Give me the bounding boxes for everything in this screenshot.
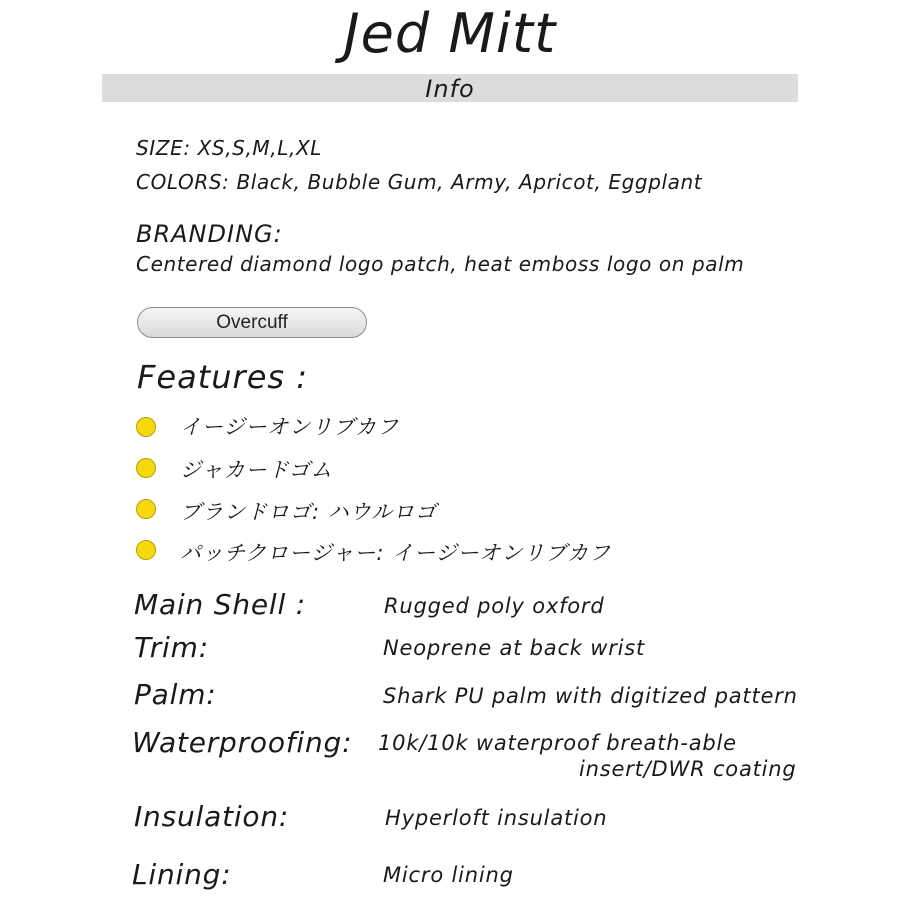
- waterproofing-label: Waterproofing:: [132, 726, 353, 759]
- waterproofing-value-line2: insert/DWR coating: [579, 757, 797, 781]
- features-heading: Features :: [137, 358, 308, 396]
- feature-item: イージーオンリブカフ: [180, 415, 399, 439]
- trim-value: Neoprene at back wrist: [383, 636, 646, 660]
- colors-spec: COLORS: Black, Bubble Gum, Army, Apricot, Eggplant: [136, 170, 703, 194]
- bullet-icon: [136, 499, 156, 519]
- bullet-icon: [136, 458, 156, 478]
- branding-heading: BRANDING:: [136, 220, 283, 248]
- feature-item: パッチクロージャー: イージーオンリブカフ: [180, 541, 612, 565]
- feature-item: ブランドロゴ: ハウルロゴ: [180, 500, 438, 524]
- main-shell-label: Main Shell :: [134, 588, 306, 621]
- main-shell-value: Rugged poly oxford: [384, 594, 605, 618]
- insulation-label: Insulation:: [134, 800, 290, 833]
- bullet-icon: [136, 417, 156, 437]
- insulation-value: Hyperloft insulation: [385, 806, 608, 830]
- trim-label: Trim:: [134, 631, 209, 664]
- palm-value: Shark PU palm with digitized pattern: [383, 684, 798, 708]
- lining-label: Lining:: [132, 858, 232, 891]
- product-title: Jed Mitt: [343, 2, 557, 65]
- lining-value: Micro lining: [383, 863, 514, 887]
- info-label: Info: [425, 75, 475, 103]
- palm-label: Palm:: [134, 678, 217, 711]
- bullet-icon: [136, 540, 156, 560]
- overcuff-button[interactable]: Overcuff: [137, 307, 367, 338]
- feature-item: ジャカードゴム: [180, 458, 333, 482]
- waterproofing-value-line1: 10k/10k waterproof breath-able: [378, 731, 737, 755]
- size-spec: SIZE: XS,S,M,L,XL: [136, 136, 322, 160]
- branding-text: Centered diamond logo patch, heat emboss logo on palm: [136, 252, 745, 276]
